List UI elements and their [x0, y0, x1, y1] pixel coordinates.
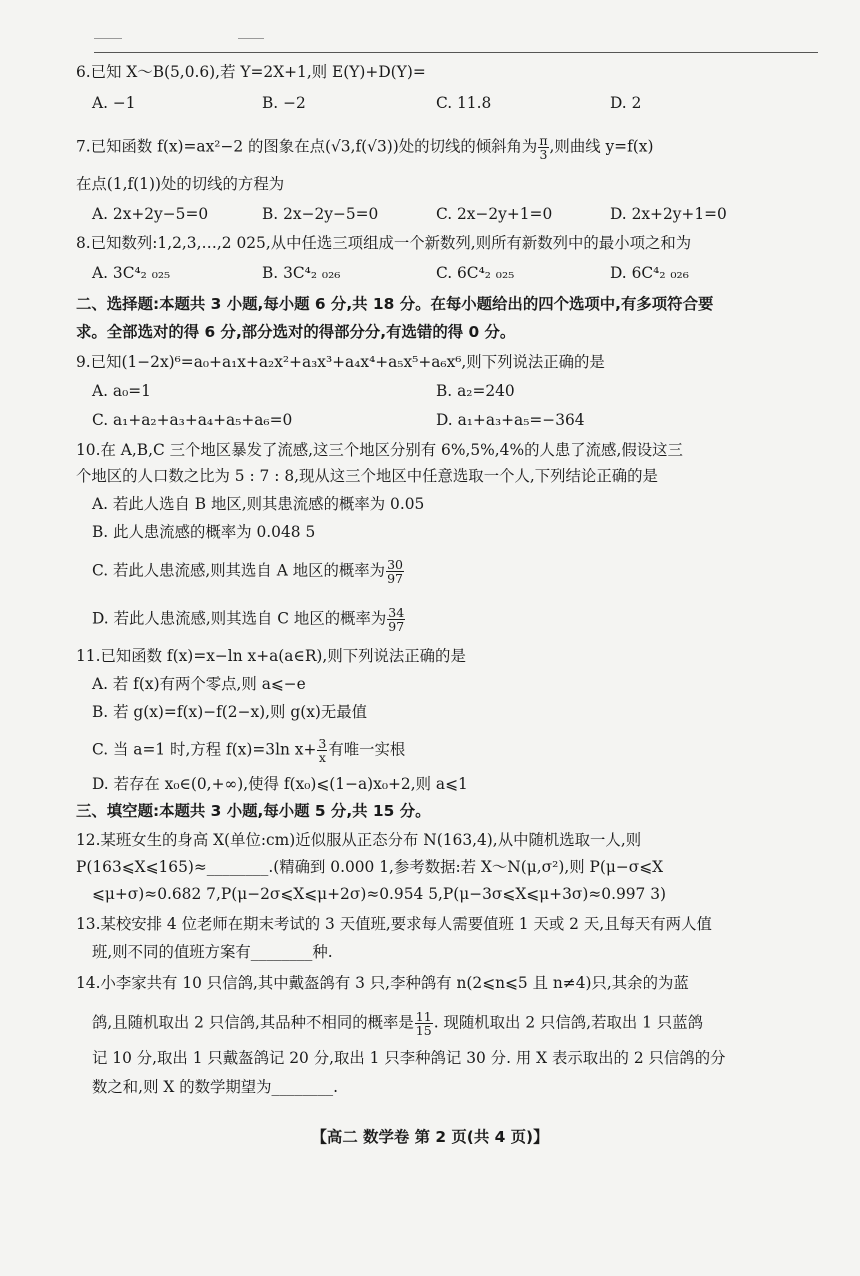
q6-stem: 6.已知 X～B(5,0.6),若 Y=2X+1,则 E(Y)+D(Y)=	[76, 63, 426, 81]
q10-stem-line1: 10.在 A,B,C 三个地区暴发了流感,这三个地区分别有 6%,5%,4%的人患了流感,假设这三	[76, 441, 683, 459]
q11-option-c-fraction	[317, 737, 327, 764]
q10-option-c-num: 30	[387, 557, 403, 572]
q10-option-d-den: 97	[388, 619, 405, 634]
q11-option-c	[92, 737, 405, 764]
q8-option-b: B. 3C⁴₂ ₀₂₆	[262, 264, 341, 282]
q8-stem: 8.已知数列:1,2,3,…,2 025,从中任选三项组成一个新数列,则所有新数列中的最小项之和为	[76, 234, 692, 252]
q14-line2-text-a: 鸽,且随机取出 2 只信鸽,其品种不相同的概率是	[92, 1013, 414, 1032]
header-dash	[94, 38, 122, 39]
q14-line2	[92, 1010, 703, 1037]
header-dash	[238, 38, 264, 39]
q7-option-d: D. 2x+2y+1=0	[610, 205, 727, 223]
q14-fraction-den: 15	[415, 1023, 432, 1038]
q11-option-b: B. 若 g(x)=f(x)−f(2−x),则 g(x)无最值	[92, 703, 368, 721]
q14-line2-text-b: . 现随机取出 2 只信鸽,若取出 1 只蓝鸽	[433, 1013, 704, 1032]
q10-option-c-text: C. 若此人患流感,则其选自 A 地区的概率为	[92, 561, 386, 580]
q11-option-c-num: 3	[318, 736, 327, 751]
q12-line2: P(163⩽X⩽165)≈________.(精确到 0.000 1,参考数据:若 X～N(μ,σ²),则 P(μ−σ⩽X	[76, 858, 664, 876]
q11-option-c-text-b: 有唯一实根	[328, 740, 406, 759]
q14-line4: 数之和,则 X 的数学期望为________.	[92, 1078, 338, 1096]
q6-option-c: C. 11.8	[436, 94, 492, 112]
q10-option-a: A. 若此人选自 B 地区,则其患流感的概率为 0.05	[92, 495, 425, 513]
page-footer: 【高二 数学卷 第 2 页(共 4 页)】	[311, 1128, 549, 1146]
q14-line1: 14.小李家共有 10 只信鸽,其中戴盔鸽有 3 只,李种鸽有 n(2⩽n⩽5 且 n≠4)只,其余的为蓝	[76, 974, 689, 992]
q8-option-c: C. 6C⁴₂ ₀₂₅	[436, 264, 515, 282]
section2-heading-line2: 求。全部选对的得 6 分,部分选对的得部分分,有选错的得 0 分。	[76, 323, 516, 341]
q11-option-a: A. 若 f(x)有两个零点,则 a⩽−e	[92, 675, 306, 693]
q11-option-c-den: x	[318, 750, 326, 765]
q14-fraction	[415, 1010, 433, 1037]
q8-option-d: D. 6C⁴₂ ₀₂₆	[610, 264, 689, 282]
q14-line3: 记 10 分,取出 1 只戴盔鸽记 20 分,取出 1 只李种鸽记 30 分. 用 X 表示取出的 2 只信鸽的分	[92, 1049, 726, 1067]
q7-option-c: C. 2x−2y+1=0	[436, 205, 553, 223]
q6-option-b: B. −2	[262, 94, 306, 112]
section3-heading: 三、填空题:本题共 3 小题,每小题 5 分,共 15 分。	[76, 802, 431, 820]
q7-fraction	[538, 134, 548, 161]
q7-option-b: B. 2x−2y−5=0	[262, 205, 379, 223]
q14-fraction-num: 11	[415, 1009, 432, 1024]
q10-option-d-num: 34	[388, 605, 405, 620]
q10-option-c	[92, 558, 405, 585]
q11-option-d: D. 若存在 x₀∈(0,+∞),使得 f(x₀)⩽(1−a)x₀+2,则 a⩽1	[92, 775, 468, 793]
q10-option-b: B. 此人患流感的概率为 0.048 5	[92, 523, 316, 541]
q9-option-d: D. a₁+a₃+a₅=−364	[436, 411, 585, 429]
q10-stem-line2: 个地区的人口数之比为 5 : 7 : 8,现从这三个地区中任意选取一个人,下列结论正确的是	[76, 467, 658, 485]
q9-option-a: A. a₀=1	[92, 382, 151, 400]
q7-fraction-den: 3	[539, 147, 548, 162]
q8-option-a: A. 3C⁴₂ ₀₂₅	[92, 264, 171, 282]
q12-line1: 12.某班女生的身高 X(单位:cm)近似服从正态分布 N(163,4),从中随机选取一人,则	[76, 831, 642, 849]
q7-option-a: A. 2x+2y−5=0	[92, 205, 209, 223]
section2-heading-line1: 二、选择题:本题共 3 小题,每小题 6 分,共 18 分。在每小题给出的四个选项中,有多项符合要	[76, 295, 714, 313]
q10-option-d	[92, 606, 406, 633]
q7-stem-a: 7.已知函数 f(x)=ax²−2 的图象在点(√3,f(√3))处的切线的倾斜角为	[76, 137, 538, 156]
q13-line1: 13.某校安排 4 位老师在期末考试的 3 天值班,要求每人需要值班 1 天或 2 天,且每天有两人值	[76, 915, 712, 933]
q6-option-d: D. 2	[610, 94, 642, 112]
q13-line2: 班,则不同的值班方案有________种.	[92, 943, 333, 961]
q6-option-a: A. −1	[92, 94, 136, 112]
q7-fraction-num: π	[539, 133, 548, 148]
q11-stem: 11.已知函数 f(x)=x−ln x+a(a∈R),则下列说法正确的是	[76, 647, 466, 665]
q11-option-c-text-a: C. 当 a=1 时,方程 f(x)=3ln x+	[92, 740, 317, 759]
q7-stem	[76, 134, 653, 161]
q10-option-d-text: D. 若此人患流感,则其选自 C 地区的概率为	[92, 609, 387, 628]
q10-option-c-den: 97	[387, 571, 403, 586]
q12-line3: ⩽μ+σ)≈0.682 7,P(μ−2σ⩽X⩽μ+2σ)≈0.954 5,P(μ−3σ⩽X⩽μ+3σ)≈0.997 3)	[92, 885, 667, 903]
q7-stem-line2: 在点(1,f(1))处的切线的方程为	[76, 175, 285, 193]
q7-stem-b: ,则曲线 y=f(x)	[549, 137, 654, 156]
q10-option-d-fraction	[387, 606, 405, 633]
header-rule	[94, 52, 818, 53]
q9-option-c: C. a₁+a₂+a₃+a₄+a₅+a₆=0	[92, 411, 293, 429]
q9-stem: 9.已知(1−2x)⁶=a₀+a₁x+a₂x²+a₃x³+a₄x⁴+a₅x⁵+a₆x⁶,则下列说法正确的是	[76, 353, 605, 371]
q9-option-b: B. a₂=240	[436, 382, 515, 400]
q10-option-c-fraction	[386, 558, 404, 585]
